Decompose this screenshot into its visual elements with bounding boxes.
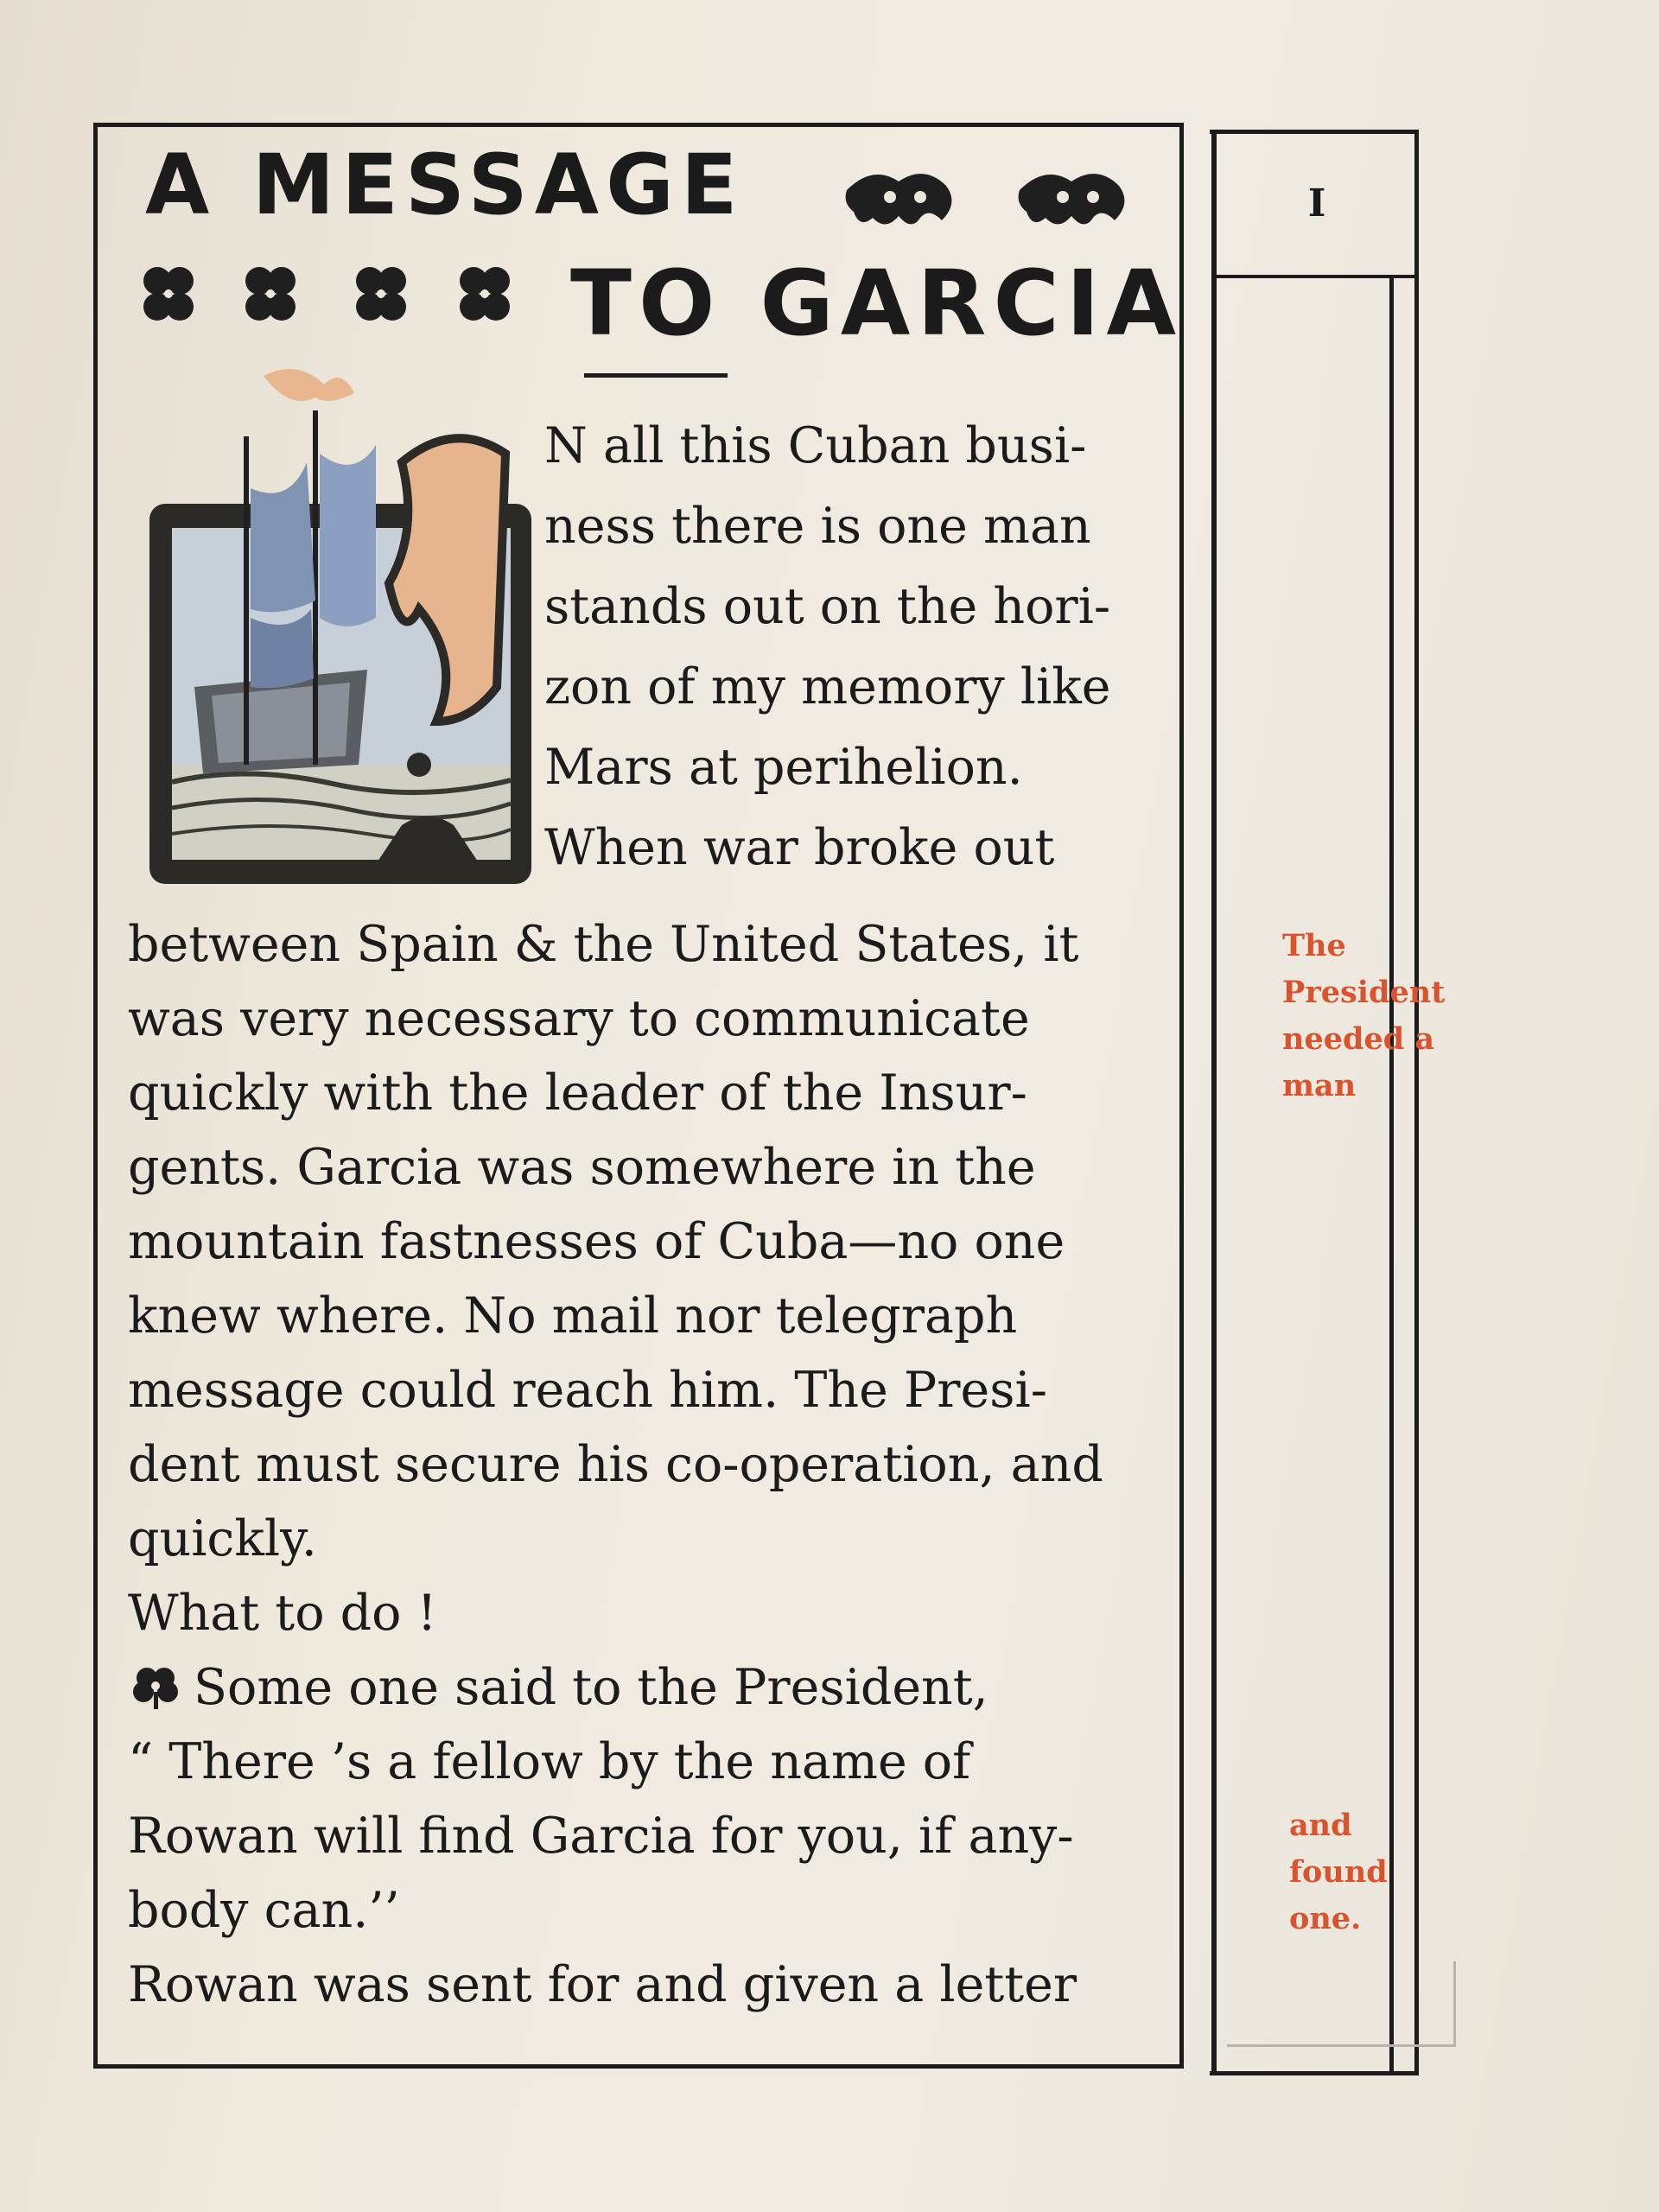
margin-note-line: and (1289, 1808, 1352, 1843)
body-line: between Spain & the United States, it (128, 916, 1079, 973)
ship-illuminated-initial-I (143, 359, 540, 894)
body-line: body can.’’ (128, 1882, 400, 1939)
body-line: Rowan will find Garcia for you, if any- (128, 1808, 1074, 1865)
lead-line: Mars at perihelion. (544, 739, 1023, 796)
lead-line: When war broke out (544, 819, 1055, 876)
margin-note-line: The (1282, 928, 1346, 963)
body-paragraphs (128, 907, 1165, 2022)
body-line: message could reach him. The Presi- (128, 1362, 1047, 1419)
body-line: knew where. No mail nor telegraph (128, 1287, 1018, 1344)
chapter-number: I (1307, 181, 1326, 226)
title-line-1: A MESSAGE (145, 137, 745, 233)
leaf-sprig-icon (838, 156, 1184, 242)
chapter-box-divider (1217, 275, 1417, 278)
margin-note-line: President (1282, 975, 1446, 1010)
body-line: gents. Garcia was somewhere in the (128, 1139, 1036, 1196)
margin-note-found (1289, 1802, 1388, 1942)
margin-note-line: needed a (1282, 1021, 1435, 1057)
clover-icon (138, 259, 536, 337)
body-line-with-mark (128, 1650, 1165, 1725)
column-rule (1211, 130, 1217, 2075)
body-line: dent must secure his co-operation, and (128, 1436, 1103, 1493)
margin-note-line: found (1289, 1854, 1388, 1890)
body-line-text: Some one said to the President, (194, 1659, 988, 1716)
margin-note-president (1282, 923, 1445, 1109)
title-rule (584, 373, 728, 378)
body-line: quickly. (128, 1510, 317, 1567)
body-line: “ There ’s a fellow by the name of (128, 1733, 971, 1790)
flower-bullet-icon (128, 1662, 185, 1711)
lead-line: N all this Cuban busi- (544, 417, 1087, 474)
body-line: mountain fastnesses of Cuba—no one (128, 1213, 1065, 1270)
lead-paragraph (544, 406, 1166, 888)
margin-note-line: man (1282, 1068, 1357, 1103)
margin-note-line: one. (1289, 1901, 1362, 1936)
lead-line: ness there is one man (544, 498, 1091, 555)
body-line: was very necessary to communicate (128, 990, 1030, 1047)
body-line: What to do ! (128, 1585, 437, 1642)
title-line-2: TO GARCIA (570, 251, 1183, 356)
offset-print-frame (1227, 1961, 1456, 2047)
body-line: Rowan was sent for and given a letter (128, 1956, 1077, 2013)
lead-line: zon of my memory like (544, 658, 1111, 715)
lead-line: stands out on the hori- (544, 578, 1111, 635)
body-line: quickly with the leader of the Insur- (128, 1065, 1027, 1122)
margin-inner-rule (1389, 278, 1394, 2075)
